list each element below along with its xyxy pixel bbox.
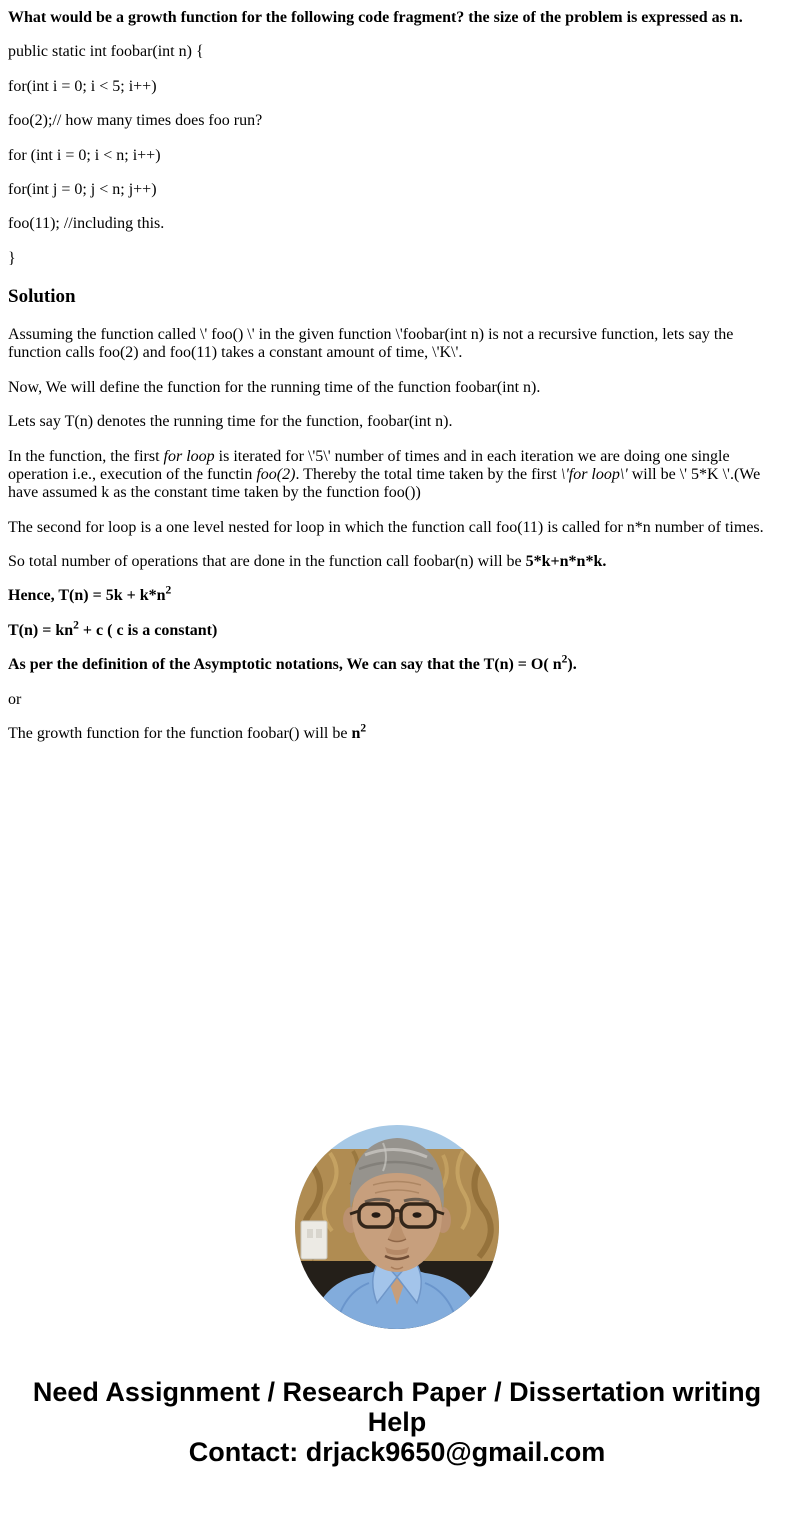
text-run: As per the definition of the Asymptotic notations, We can say that the T(n) = O( n [8, 656, 562, 674]
exponent: 2 [561, 653, 568, 666]
text-run: ). [567, 656, 577, 674]
solution-paragraph-2: Now, We will define the function for the running time of the function foobar(int n). [8, 378, 541, 396]
text-run: Hence, T(n) = 5k + k*n [8, 587, 166, 605]
text-run-italic: for loop [163, 447, 215, 465]
solution-paragraph-4 [8, 448, 786, 503]
exponent: 2 [73, 619, 79, 632]
text-run: + c ( c is a constant) [78, 621, 218, 639]
solution-paragraph-final [8, 722, 786, 743]
solution-paragraph-6 [8, 553, 786, 571]
exponent: 2 [165, 585, 172, 598]
solution-paragraph-1: Assuming the function called \' foo() \' in the given function \'foobar(int n) is not a recursive function, lets say the function calls foo(2) and foo(11) takes a constant amount of time, \'K\'. [8, 325, 734, 362]
text-run-bold [351, 722, 367, 743]
code-line-7: } [8, 249, 16, 267]
exponent: 2 [360, 722, 367, 735]
footer-help-text: Need Assignment / Research Paper / Dissertation writing Help [32, 1377, 762, 1438]
tutor-photo-container [0, 1125, 794, 1329]
code-line-3: foo(2);// how many times does foo run? [8, 112, 263, 130]
text-run: In the function, the first [8, 447, 164, 465]
text-run: The growth function for the function foobar() will be [8, 725, 352, 743]
code-line-1: public static int foobar(int n) { [8, 43, 204, 61]
code-line-4: for (int i = 0; i < n; i++) [8, 146, 161, 164]
text-run: is iterated for \'5\' number of times and in each iteration we are doing one single operation i.e., execution of the functin [8, 447, 730, 483]
text-run-italic: \'for loop\' [560, 465, 628, 483]
solution-paragraph-3: Lets say T(n) denotes the running time for the function, foobar(int n). [8, 413, 453, 431]
code-line-5: for(int j = 0; j < n; j++) [8, 180, 157, 198]
text-run: . Thereby the total time taken by the first [295, 465, 561, 483]
text-run: will be \' 5*K \'.(We have assumed k as the constant time taken by the function foo()) [8, 465, 761, 502]
code-line-2: for(int i = 0; i < 5; i++) [8, 77, 157, 95]
code-line-6: foo(11); //including this. [8, 215, 165, 233]
solution-paragraph-5: The second for loop is a one level nested for loop in which the function call foo(11) is called for n*n number of times. [8, 518, 764, 536]
text-run-italic: foo(2) [256, 465, 296, 483]
text-run: T(n) = kn [8, 621, 74, 639]
solution-heading: Solution [8, 286, 76, 308]
footer-banner [0, 1377, 794, 1467]
formula-1 [8, 587, 786, 605]
tutor-photo [295, 1125, 499, 1329]
question-title: What would be a growth function for the following code fragment? the size of the problem is expressed as n. [8, 9, 743, 26]
formula-3 [8, 653, 786, 674]
formula-2 [8, 619, 786, 640]
text-run-bold: 5*k+n*n*k. [525, 553, 607, 571]
solution-paragraph-or: or [8, 690, 22, 708]
document-body [0, 0, 794, 743]
footer-contact-text: Contact: drjack9650@gmail.com [188, 1437, 606, 1468]
text-run: n [351, 725, 361, 743]
text-run: So total number of operations that are done in the function call foobar(n) will be [8, 553, 526, 571]
